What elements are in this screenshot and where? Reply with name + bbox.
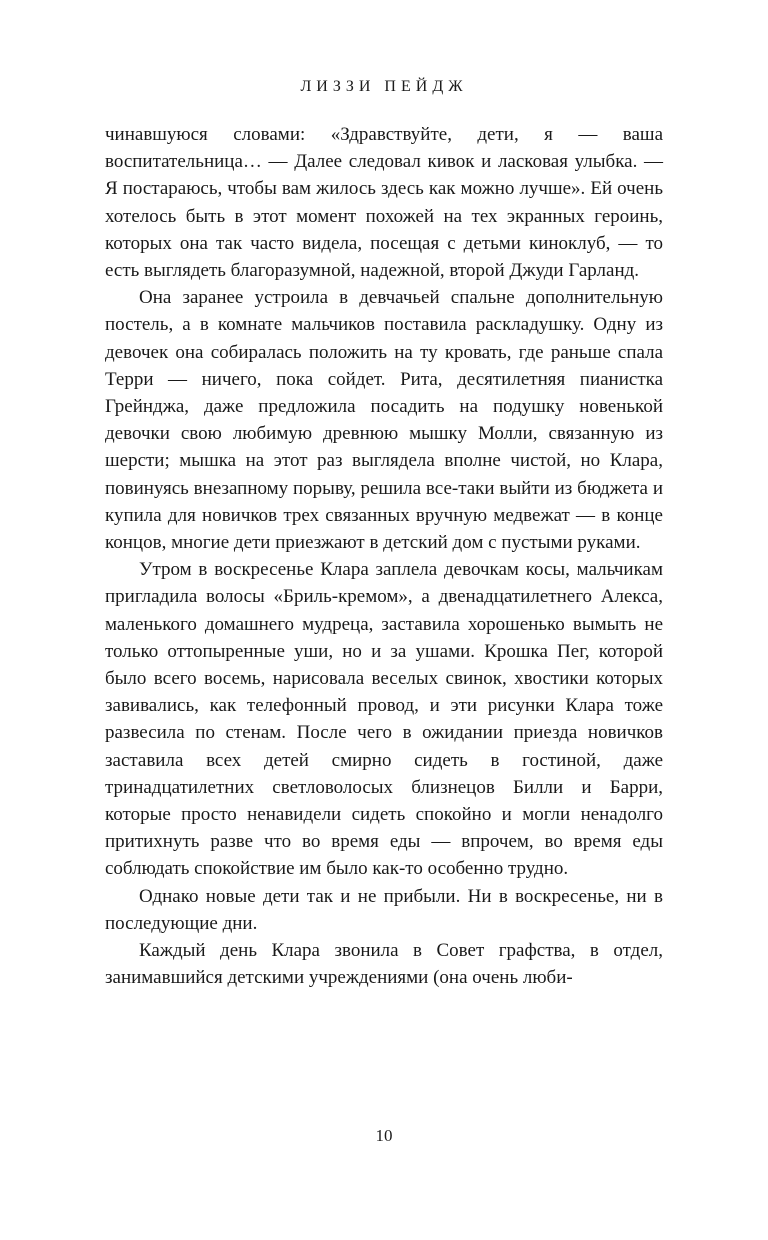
- paragraph: Однако новые дети так и не прибыли. Ни в воскресенье, ни в последующие дни.: [105, 885, 663, 934]
- page-number: 10: [375, 1126, 393, 1145]
- page-body-text: [105, 121, 663, 992]
- paragraph: чинавшуюся словами: «Здравствуйте, дети, я — ваша воспитательница… — Далее следовал кивок и ласковая улыбка. — Я постараюсь, чтобы вам жилось здесь как можно лучше». Ей очень хотелось быть в этот момент похожей на тех экранных героинь, которых она так часто видела, посещая с детьми киноклуб, — то есть выглядеть благоразумной, надежной, второй Джуди Гарланд.: [105, 124, 663, 282]
- paragraph: Она заранее устроила в девчачьей спальне дополнительную постель, а в комнате мальчиков поставила раскладушку. Одну из девочек она собиралась положить на ту кровать, где раньше спала Терри — ничего, пока сойдет. Рита, десятилетняя пианистка Грейнджа, даже предложила посадить на подушку новенькой девочки свою любимую древнюю мышку Молли, связанную из шерсти; мышка на этот раз выглядела вполне чистой, но Клара, повинуясь внезапному порыву, решила все-таки выйти из бюджета и купила для новичков трех связанных вручную медвежат — в конце концов, многие дети приезжают в детский дом с пустыми руками.: [105, 287, 663, 554]
- paragraph: Каждый день Клара звонила в Совет графства, в отдел, занимавшийся детскими учреждениями (она очень люби-: [105, 940, 663, 989]
- running-head-author: ЛИЗЗИ ПЕЙДЖ: [300, 78, 468, 95]
- paragraph: Утром в воскресенье Клара заплела девочкам косы, мальчикам пригладила волосы «Бриль-кремом», а двенадцатилетнего Алекса, маленького домашнего мудреца, заставила хорошенько вымыть не только оттопыренные уши, но и за ушами. Крошка Пег, которой было всего восемь, нарисовала веселых свинок, хвостики которых завивались, как телефонный провод, и эти рисунки Клара тоже развесила по стенам. После чего в ожидании приезда новичков заставила всех детей смирно сидеть в гостиной, даже тринадцатилетних светловолосых близнецов Билли и Барри, которые просто ненавидели сидеть спокойно и могли ненадолго притихнуть разве что во время еды — впрочем, во время еды соблюдать спокойствие им было как-то особенно трудно.: [105, 559, 663, 880]
